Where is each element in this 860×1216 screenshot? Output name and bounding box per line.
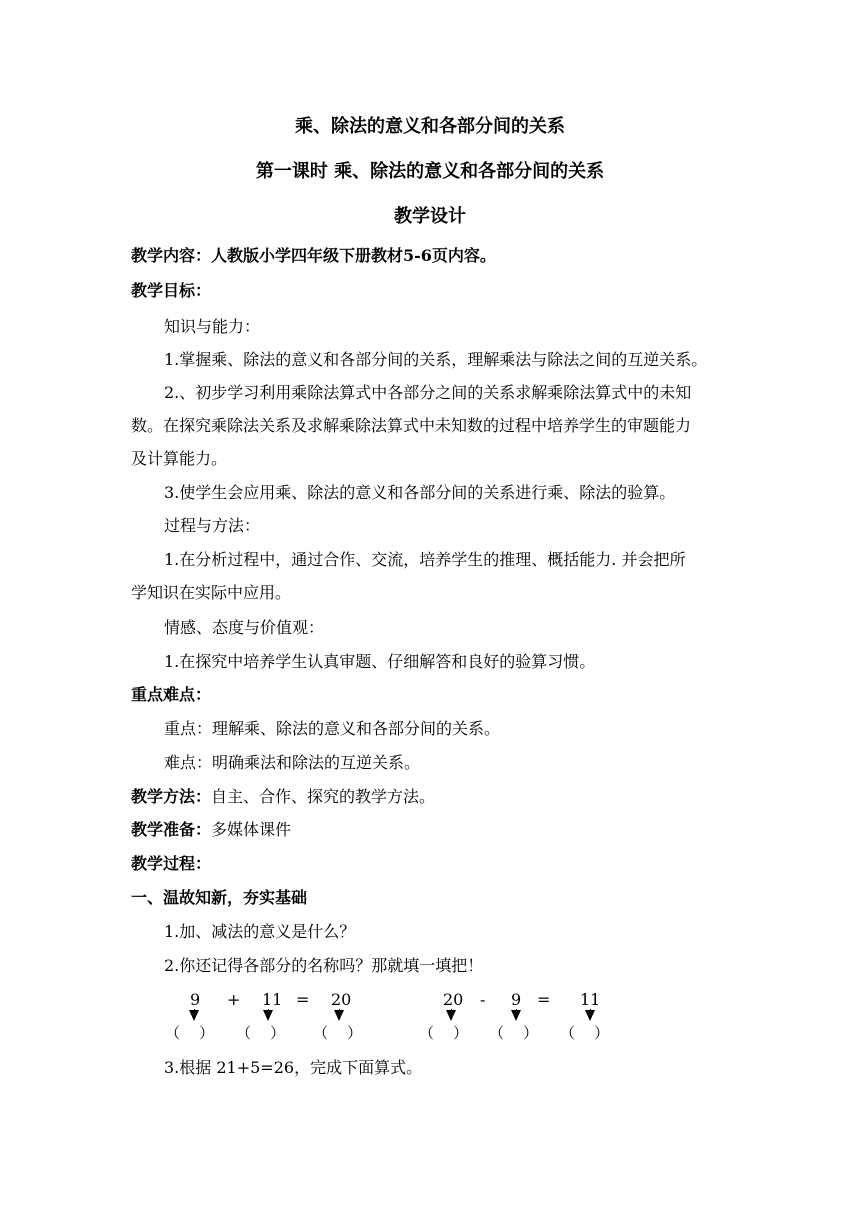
eq1-blank-1: （ ） [165,1024,215,1042]
content-label: 教学内容： [131,246,212,265]
question-3: 3.根据 21+5=26，完成下面算式。 [164,1058,423,1077]
content-line [131,245,496,267]
prep-label: 教学准备： [131,820,212,839]
knowledge-item-2-line1: 2.、初步学习利用乘除法算式中各部分之间的关系求解乘除法算式中的未知 [164,383,692,402]
eq2-operator: - [480,990,486,1009]
eq1-sum: 20 [331,990,352,1009]
section-1-heading: 一、温故知新，夯实基础 [131,888,308,907]
key-label: 重点难点： [131,685,212,704]
knowledge-item-2-line3: 及计算能力。 [131,449,228,468]
method-value: 自主、合作、探究的教学方法。 [211,787,436,806]
eq2-blank-3: （ ） [560,1024,610,1042]
prep-value: 多媒体课件 [211,820,292,839]
knowledge-item-3: 3.使学生会应用乘、除法的意义和各部分间的关系进行乘、除法的验算。 [164,483,676,502]
emotion-heading: 情感、态度与价值观： [164,618,325,637]
down-arrow-icon [334,1010,344,1021]
main-title: 乘、除法的意义和各部分间的关系 [295,116,565,137]
eq1-equals: = [296,990,310,1009]
eq2-minuend: 20 [443,990,464,1009]
eq1-blank-2: （ ） [236,1024,286,1042]
method-line [131,786,435,808]
eq1-addend-1: 9 [190,990,201,1009]
eq1-operator: + [227,990,241,1009]
question-1: 1.加、减法的意义是什么？ [164,922,356,941]
content-value: 人教版小学四年级下册教材5-6页内容。 [211,246,496,265]
question-2: 2.你还记得各部分的名称吗？那就填一填把！ [164,956,484,975]
down-arrow-icon [263,1010,273,1021]
goal-label: 教学目标： [131,281,212,300]
eq2-blank-1: （ ） [419,1024,469,1042]
lesson-title: 第一课时 乘、除法的意义和各部分间的关系 [255,161,605,182]
down-arrow-icon [585,1010,595,1021]
prep-line [131,819,291,841]
process-heading: 过程与方法： [164,516,261,535]
emotion-item-1: 1.在探究中培养学生认真审题、仔细解答和良好的验算习惯。 [164,652,596,671]
eq1-blank-3: （ ） [313,1024,363,1042]
down-arrow-icon [511,1010,521,1021]
down-arrow-icon [446,1010,456,1021]
eq2-equals: = [537,990,551,1009]
eq2-blank-2: （ ） [489,1024,539,1042]
eq2-difference: 11 [580,990,601,1009]
difficult-point: 难点：明确乘法和除法的互逆关系。 [164,753,421,772]
knowledge-heading: 知识与能力： [164,317,261,336]
key-point: 重点：理解乘、除法的意义和各部分间的关系。 [164,719,501,738]
process-label: 教学过程： [131,854,212,873]
knowledge-item-1: 1.掌握乘、除法的意义和各部分间的关系，理解乘法与除法之间的互逆关系。 [164,350,708,369]
eq2-subtrahend: 9 [511,990,522,1009]
eq1-addend-2: 11 [262,990,283,1009]
knowledge-item-2-line2: 数。在探究乘除法关系及求解乘除法算式中未知数的过程中培养学生的审题能力 [131,416,692,435]
down-arrow-icon [189,1010,199,1021]
process-item-1-line2: 学知识在实际中应用。 [131,583,292,602]
method-label: 教学方法： [131,787,212,806]
process-item-1-line1: 1.在分析过程中，通过合作、交流，培养学生的推理、概括能力. 并会把所 [164,550,686,569]
design-title: 教学设计 [394,206,466,227]
